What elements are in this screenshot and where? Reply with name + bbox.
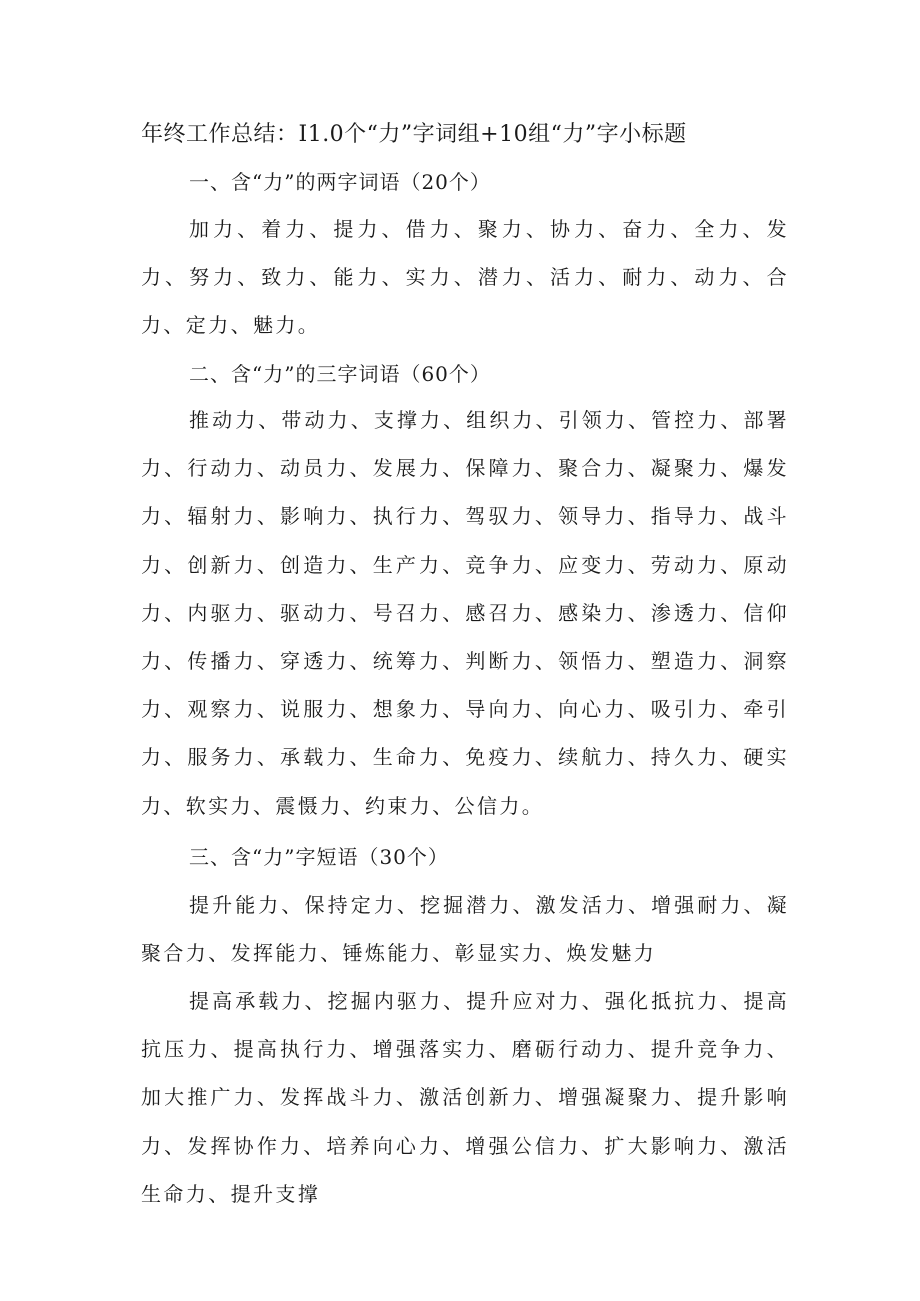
section-heading-phrases: 三、含“力”字短语（30个） <box>189 845 449 869</box>
section-paragraph-two-char-words: 加力、着力、提力、借力、聚力、协力、奋力、全力、发力、努力、致力、能力、实力、潜力、活力、耐力、动力、合力、定力、魅力。 <box>141 217 789 338</box>
section-heading-two-char-words: 一、含“力”的两字词语（20个） <box>189 170 491 194</box>
document-title: 年终工作总结：I1.0个“力”字词组+10组“力”字小标题 <box>141 122 687 147</box>
section-paragraph-four-char-phrases: 提升能力、保持定力、挖掘潜力、激发活力、增强耐力、凝聚合力、发挥能力、锤炼能力、彰显实力、焕发魅力 <box>141 893 789 966</box>
section-paragraph-three-char-words: 推动力、带动力、支撑力、组织力、引领力、管控力、部署力、行动力、动员力、发展力、保障力、聚合力、凝聚力、爆发力、辐射力、影响力、执行力、驾驭力、领导力、指导力、战斗力、创新力、创造力、生产力、竞争力、应变力、劳动力、原动力、内驱力、驱动力、号召力、感召力、感染力、渗透力、信仰力、传播力、穿透力、统筹力、判断力、领悟力、塑造力、洞察力、观察力、说服力、想象力、导向力、向心力、吸引力、牵引力、服务力、承载力、生命力、免疫力、续航力、持久力、硬实力、软实力、震慑力、约束力、公信力。 <box>141 408 789 818</box>
section-heading-three-char-words: 二、含“力”的三字词语（60个） <box>189 362 491 386</box>
section-paragraph-five-char-phrases: 提高承载力、挖掘内驱力、提升应对力、强化抵抗力、提高抗压力、提高执行力、增强落实力、磨砺行动力、提升竞争力、加大推广力、发挥战斗力、激活创新力、增强凝聚力、提升影响力、发挥协作力、培养向心力、增强公信力、扩大影响力、激活生命力、提升支撑 <box>141 989 789 1206</box>
